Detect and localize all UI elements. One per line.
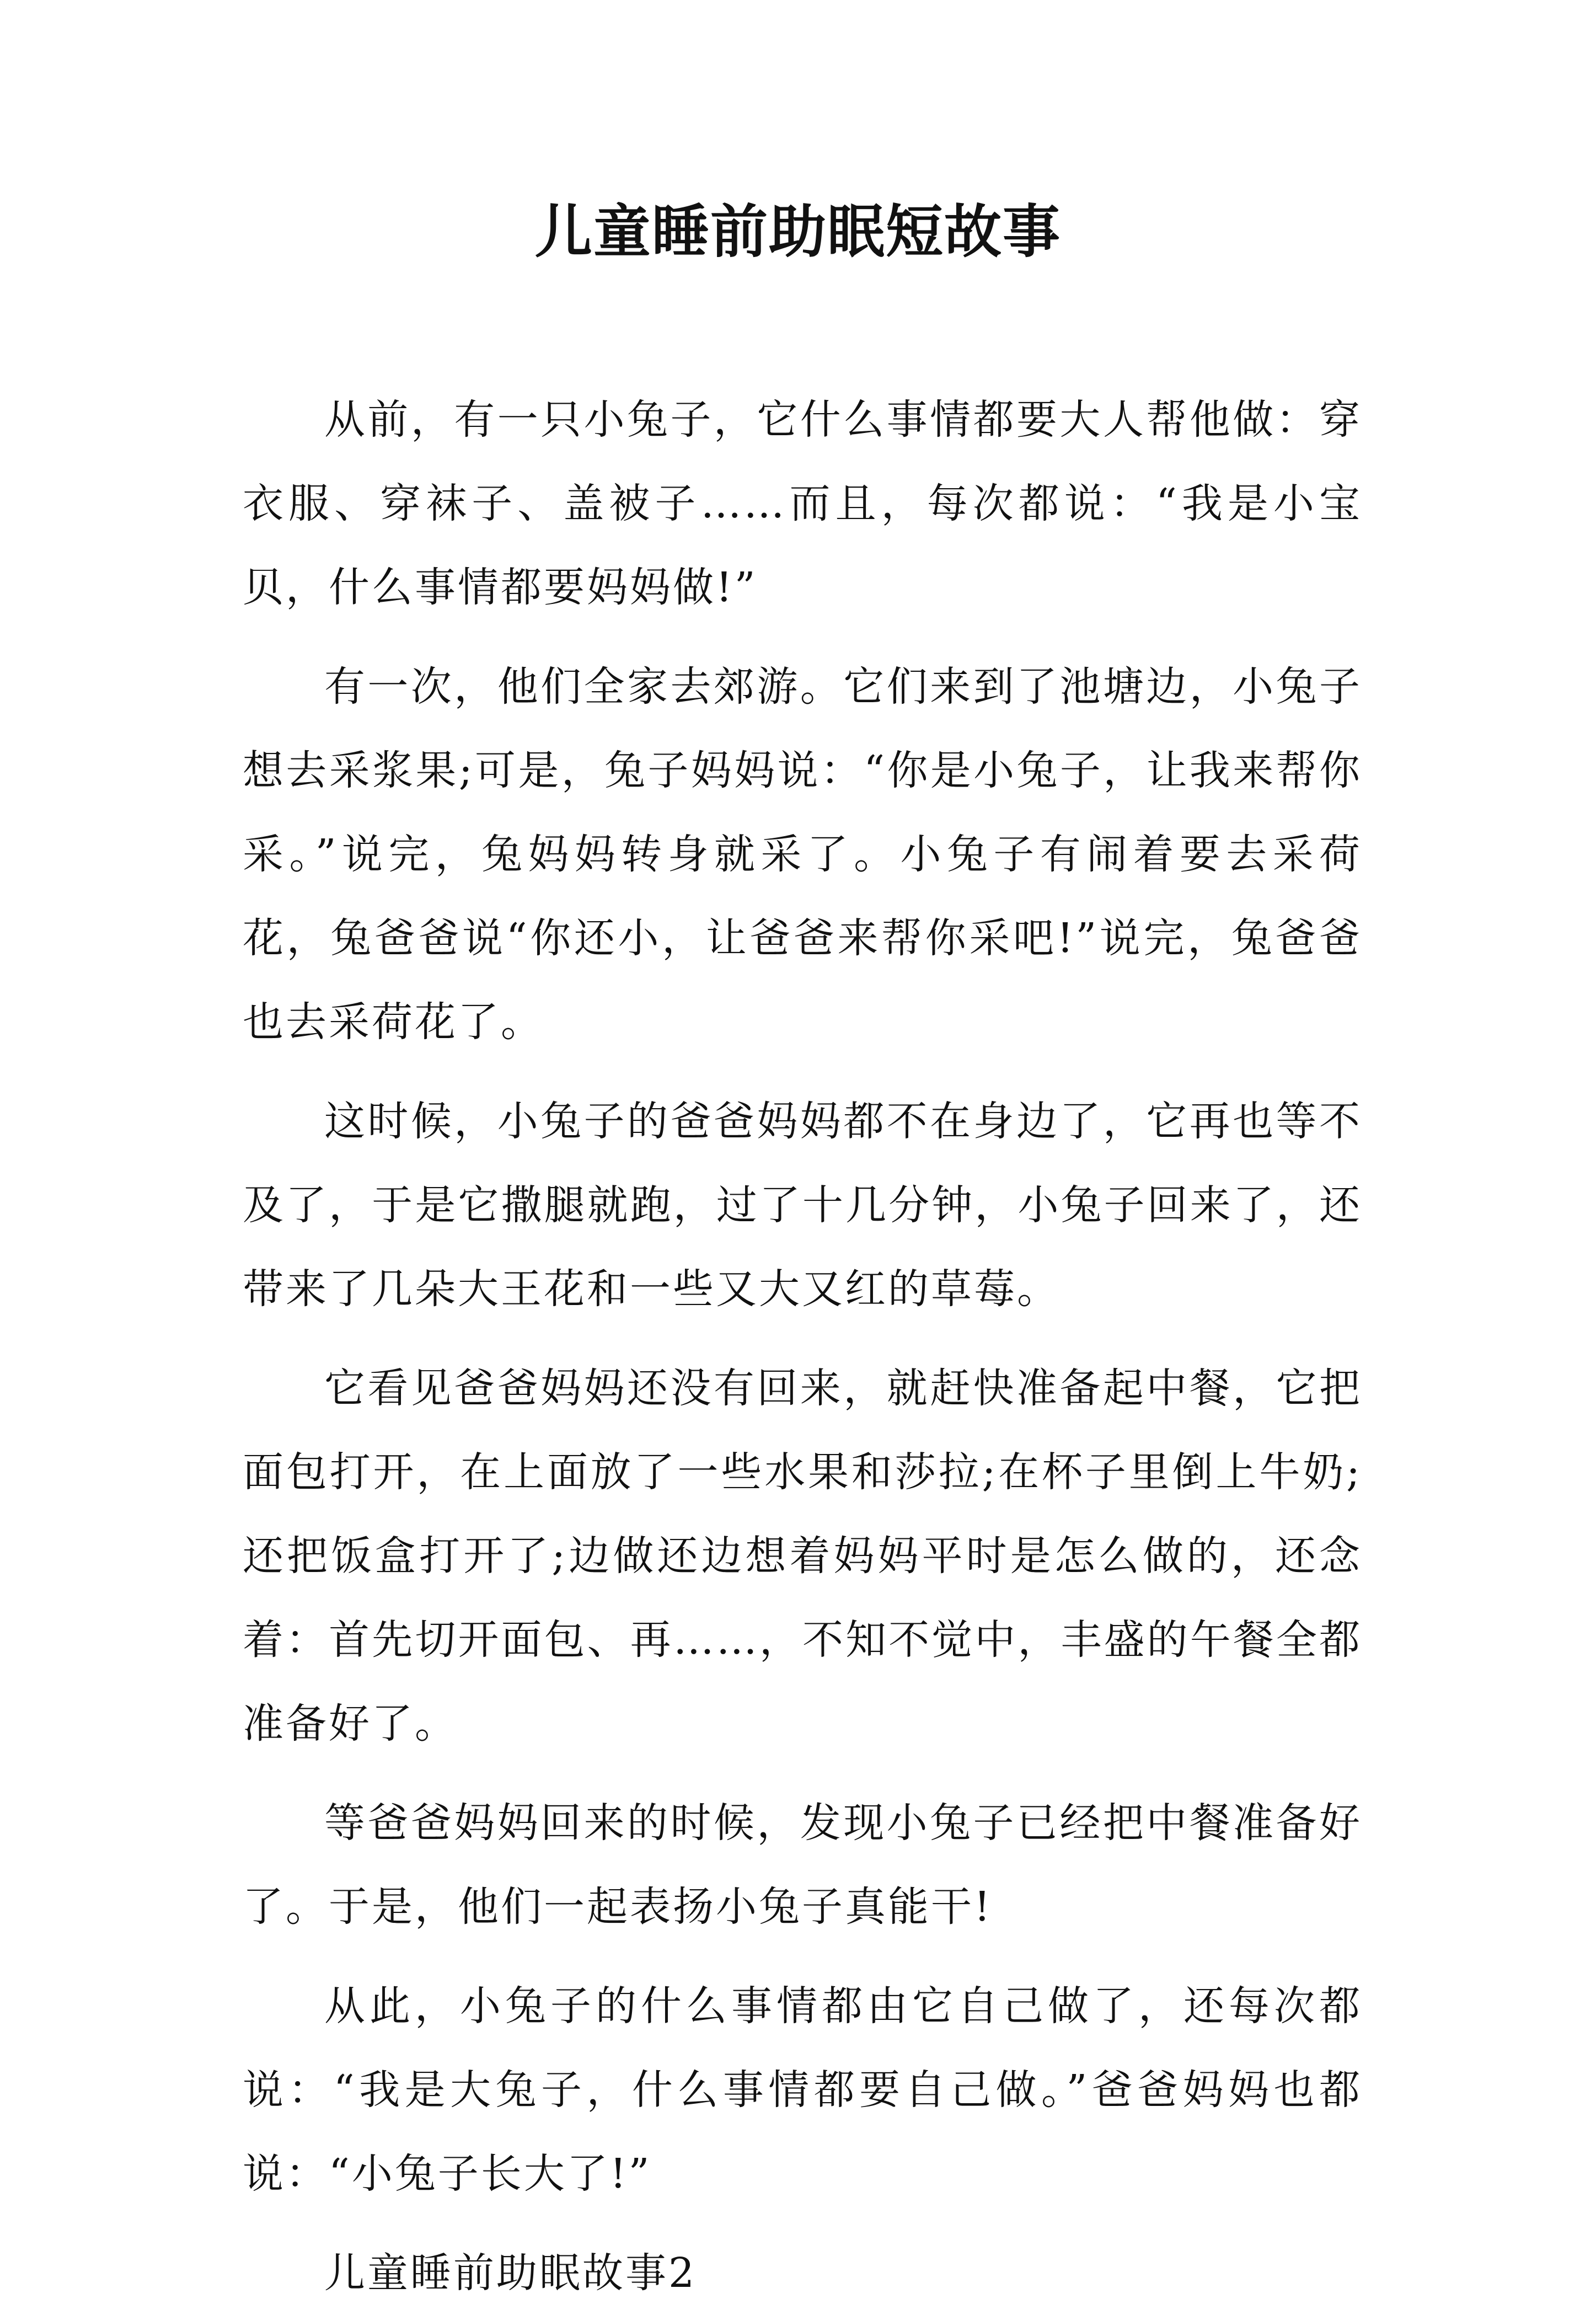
section-heading-story-2: 儿童睡前助眠故事2 [324, 2249, 697, 2297]
paragraph-6: 从此，小兔子的什么事情都由它自己做了，还每次都说：“我是大兔子，什么事情都要自己做。”爸爸妈妈也都说：“小兔子长大了!” [243, 1982, 1362, 2198]
document-title: 儿童睡前助眠短故事 [534, 197, 1061, 265]
paragraph-5: 等爸爸妈妈回来的时候，发现小兔子已经把中餐准备好了。于是，他们一起表扬小兔子真能干! [243, 1799, 1362, 1931]
paragraph-4: 它看见爸爸妈妈还没有回来，就赶快准备起中餐，它把面包打开，在上面放了一些水果和莎拉;在杯子里倒上牛奶;还把饭盒打开了;边做还边想着妈妈平时是怎么做的，还念着：首先切开面包、再……，不知不觉中，丰盛的午餐全都准备好了。 [243, 1365, 1362, 1747]
paragraph-2: 有一次，他们全家去郊游。它们来到了池塘边，小兔子想去采浆果;可是，兔子妈妈说：“你是小兔子，让我来帮你采。”说完，兔妈妈转身就采了。小兔子有闹着要去采荷花，兔爸爸说“你还小，让爸爸来帮你采吧!”说完，兔爸爸也去采荷花了。 [243, 663, 1362, 1046]
paragraph-1: 从前，有一只小兔子，它什么事情都要大人帮他做：穿衣服、穿袜子、盖被子……而且，每次都说：“我是小宝贝，什么事情都要妈妈做!” [243, 396, 1362, 611]
paragraph-3: 这时候，小兔子的爸爸妈妈都不在身边了，它再也等不及了，于是它撒腿就跑，过了十几分钟，小兔子回来了，还带来了几朵大王花和一些又大又红的草莓。 [243, 1098, 1362, 1313]
document-body [243, 378, 1362, 2315]
